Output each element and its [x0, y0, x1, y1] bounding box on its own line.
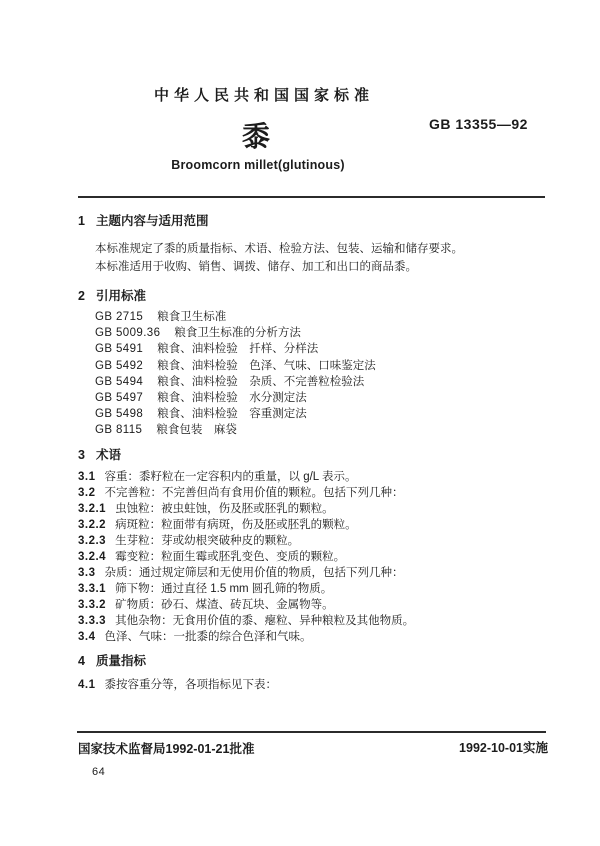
- clause-number: 4.1: [78, 678, 96, 691]
- reference-code: GB 8115: [95, 424, 143, 437]
- reference-item: [95, 309, 550, 325]
- term-item: [78, 485, 550, 501]
- reference-item: [95, 325, 550, 341]
- section-4-number: 4: [78, 653, 85, 668]
- scope-paragraph: 本标准规定了黍的质量指标、术语、检验方法、包装、运输和储存要求。: [95, 243, 463, 255]
- national-standard-title: 中华人民共和国国家标准: [153, 87, 374, 104]
- implementation-date: 1992-10-01实施: [459, 741, 548, 755]
- clause-item: [78, 677, 550, 693]
- reference-code: GB 5491: [95, 343, 144, 356]
- term-number: 3.2.3: [78, 534, 107, 547]
- reference-title: 粮食卫生标准的分析方法: [174, 327, 301, 340]
- section-4-heading: [78, 654, 550, 668]
- referenced-standards-list: [78, 309, 550, 439]
- reference-title: 粮食包装 麻袋: [156, 424, 237, 437]
- section-2-title: 引用标准: [95, 289, 146, 303]
- section-1-title: 主题内容与适用范围: [95, 214, 209, 228]
- reference-code: GB 5494: [95, 375, 144, 388]
- section-3-title: 术语: [95, 447, 121, 462]
- term-number: 3.2: [78, 486, 96, 499]
- page-number: 64: [92, 766, 106, 778]
- term-item: [78, 629, 550, 645]
- section-3-number: 3: [78, 447, 85, 462]
- term-text: 矿物质：砂石、煤渣、砖瓦块、金属物等。: [115, 598, 334, 611]
- term-text: 病斑粒：粒面带有病斑，伤及胚或胚乳的颗粒。: [115, 518, 357, 531]
- term-item: [78, 469, 550, 485]
- section-1-heading: [78, 214, 550, 228]
- standard-number: GB 13355—92: [429, 116, 528, 132]
- term-number: 3.3: [78, 566, 96, 579]
- term-number: 3.2.2: [78, 518, 107, 531]
- section-4-title: 质量指标: [95, 653, 146, 668]
- reference-title: 粮食、油料检验 容重测定法: [157, 408, 307, 421]
- term-text: 筛下物：通过直径 1.5 mm 圆孔筛的物质。: [115, 582, 333, 595]
- term-item: [78, 581, 550, 597]
- term-text: 色泽、气味：一批黍的综合色泽和气味。: [104, 630, 312, 643]
- term-text: 容重：黍籽粒在一定容积内的重量，以 g/L 表示。: [104, 470, 357, 483]
- reference-code: GB 5492: [95, 359, 144, 372]
- term-text: 不完善粒：不完善但尚有食用价值的颗粒。包括下列几种：: [104, 486, 404, 499]
- term-item: [78, 613, 550, 629]
- document-body: [78, 214, 550, 693]
- reference-code: GB 5498: [95, 408, 144, 421]
- reference-item: [95, 422, 550, 438]
- term-item: [78, 533, 550, 549]
- term-item: [78, 517, 550, 533]
- section-1-number: 1: [78, 214, 85, 228]
- reference-title: 粮食、油料检验 水分测定法: [157, 392, 307, 405]
- reference-title: 粮食、油料检验 扦样、分样法: [157, 343, 319, 356]
- approval-notice: 国家技术监督局1992-01-21批准: [78, 742, 255, 756]
- clause-text: 黍按容重分等，各项指标见下表：: [104, 678, 277, 691]
- section-2-number: 2: [78, 289, 85, 303]
- term-number: 3.2.4: [78, 550, 107, 563]
- term-text: 霉变粒：粒面生霉或胚乳变色、变质的颗粒。: [115, 550, 346, 563]
- reference-code: GB 5497: [95, 392, 144, 405]
- reference-item: [95, 406, 550, 422]
- footer-divider-rule: [77, 731, 546, 733]
- section-4-items: [78, 677, 550, 693]
- term-number: 3.4: [78, 630, 96, 643]
- section-2-heading: [78, 289, 550, 303]
- reference-item: [95, 341, 550, 357]
- term-text: 虫蚀粒：被虫蛀蚀，伤及胚或胚乳的颗粒。: [115, 502, 334, 515]
- term-number: 3.1: [78, 470, 96, 483]
- reference-title: 粮食卫生标准: [157, 311, 227, 323]
- document-title-chinese: 黍: [241, 121, 270, 152]
- applicability-paragraph: 本标准适用于收购、销售、调拨、储存、加工和出口的商品黍。: [95, 261, 417, 273]
- header-divider-rule: [78, 196, 545, 198]
- term-number: 3.2.1: [78, 502, 107, 515]
- term-item: [78, 501, 550, 517]
- term-text: 生芽粒：芽或幼根突破种皮的颗粒。: [115, 534, 300, 547]
- section-1-paragraphs: [78, 240, 550, 276]
- term-number: 3.3.1: [78, 582, 107, 595]
- reference-code: GB 5009.36: [95, 327, 161, 340]
- term-number: 3.3.2: [78, 598, 107, 611]
- reference-title: 粮食、油料检验 杂质、不完善粒检验法: [157, 375, 365, 388]
- document-title-english: Broomcorn millet(glutinous): [171, 158, 345, 172]
- reference-item: [95, 374, 550, 390]
- term-text: 杂质：通过规定筛层和无使用价值的物质，包括下列几种：: [104, 566, 404, 579]
- reference-item: [95, 358, 550, 374]
- terminology-list: [78, 469, 550, 645]
- term-item: [78, 565, 550, 581]
- term-item: [78, 549, 550, 565]
- term-text: 其他杂物：无食用价值的黍、瘪粒、异种粮粒及其他物质。: [115, 614, 415, 627]
- section-3-heading: [78, 448, 550, 462]
- reference-title: 粮食、油料检验 色泽、气味、口味鉴定法: [157, 359, 376, 372]
- reference-code: GB 2715: [95, 311, 144, 323]
- term-item: [78, 597, 550, 613]
- term-number: 3.3.3: [78, 614, 107, 627]
- reference-item: [95, 390, 550, 406]
